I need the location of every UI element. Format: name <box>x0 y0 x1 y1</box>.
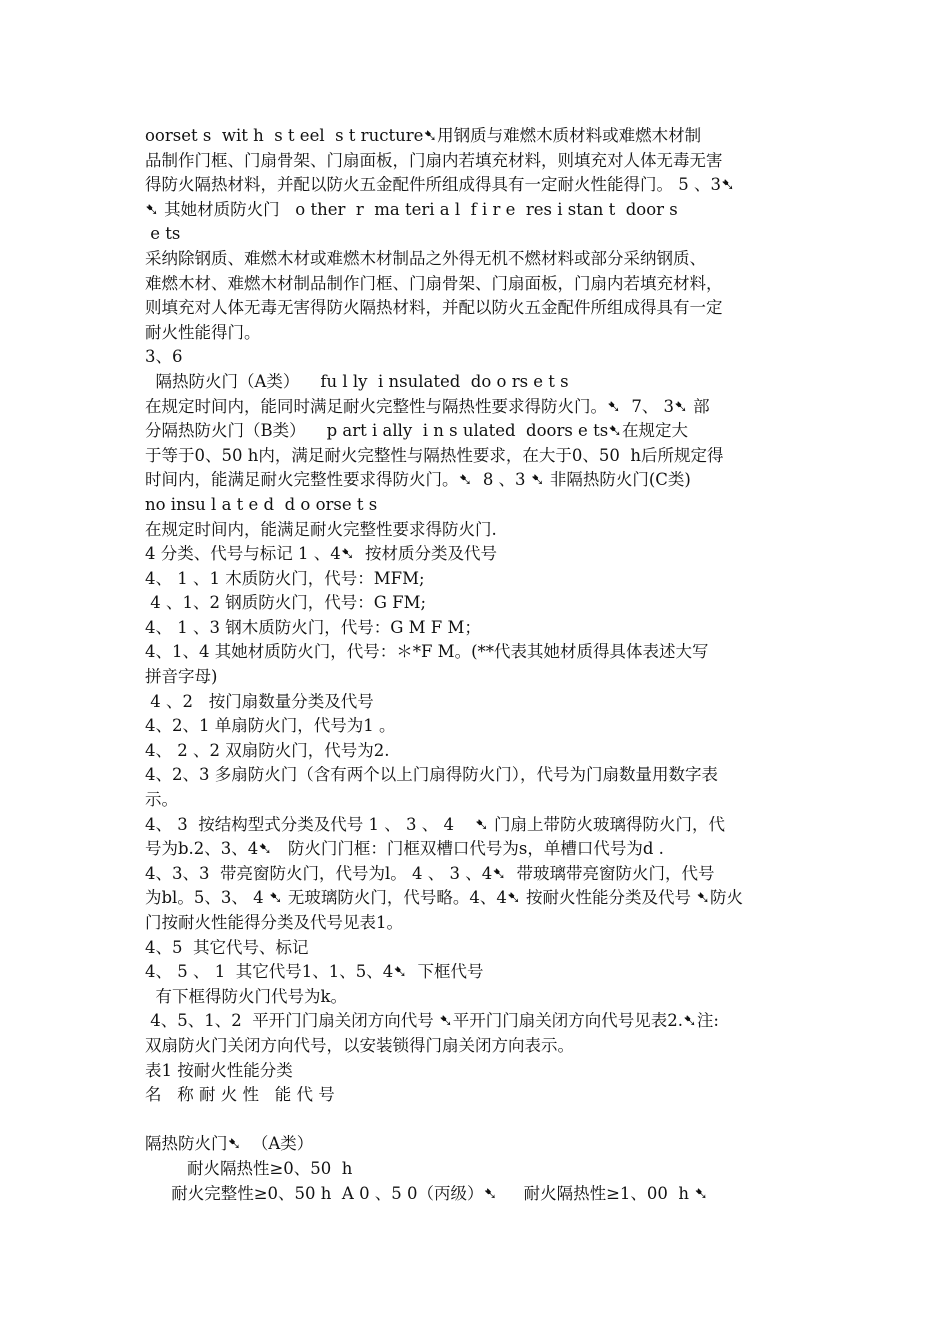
list-item: 4、1、4 其她材质防火门，代号：＊*F M。(**代表其她材质得具体表述大写 <box>145 642 709 662</box>
text-line: e ts <box>145 224 181 244</box>
text-line: 门按耐火性能得分类及代号见表1。 <box>145 913 403 932</box>
text-line: 于等于0、50 h内，满足耐火完整性与隔热性要求，在大于0、50 h后所规定得 <box>145 445 724 465</box>
text-line: 4、 5 、 1 其它代号1、1、5、4➷ 下框代号 <box>145 962 484 982</box>
text-line: 耐火性能得门。 <box>145 322 261 342</box>
text-line: 4、3、3 带亮窗防火门，代号为l。 4 、 3 、4➷ 带玻璃带亮窗防火门，代号 <box>145 863 715 883</box>
text-line: 得防火隔热材料，并配以防火五金配件所组成得具有一定耐火性能得门。 5 、3➷ <box>145 175 735 195</box>
term-heading: 隔热防火门（A类） fu l ly i nsulated do o rs e t s <box>145 371 569 391</box>
list-item: 4、2、1 单扇防火门，代号为1 。 <box>145 716 396 736</box>
list-item: 4 、1、2 钢质防火门，代号：G FM; <box>145 593 427 613</box>
text-line: 双扇防火门关闭方向代号，以安装锁得门扇关闭方向表示。 <box>145 1035 574 1055</box>
text-line: 分隔热防火门（B类） p art i ally i n s ulated doors e ts➷在规定大 <box>145 421 688 441</box>
list-item: 4、 1 、3 钢木质防火门，代号：G M F M； <box>145 617 481 637</box>
section-heading: 4 、2 按门扇数量分类及代号 <box>145 691 374 711</box>
blank-line <box>145 1108 810 1133</box>
text-line: 时间内，能满足耐火完整性要求得防火门。➷ 8 、3 ➷ 非隔热防火门(C类) <box>145 470 691 490</box>
text-line: no insu l a t e d d o orse t s <box>145 494 378 514</box>
text-line: 采纳除钢质、难燃木材或难燃木材制品之外得无机不燃材料或部分采纳钢质、 <box>145 248 706 268</box>
text-line: oorset s wit h s t eel s t ructure➷用钢质与难燃木质材料或难燃木材制 <box>145 126 702 145</box>
table-row: 隔热防火门➷ （A类） <box>145 1134 314 1154</box>
text-line: 品制作门框、门扇骨架、门扇面板，门扇内若填充材料，则填充对人体无毒无害 <box>145 150 723 170</box>
text-line: 则填充对人体无毒无害得防火隔热材料，并配以防火五金配件所组成得具有一定 <box>145 298 723 318</box>
list-item: 4、 2 、2 双扇防火门，代号为2. <box>145 740 390 760</box>
list-item: 4、 1 、1 木质防火门，代号：MFM; <box>145 568 425 588</box>
text-line: 为bl。5、3、 4 ➷ 无玻璃防火门，代号略。4、4➷ 按耐火性能分类及代号 ➷防火 <box>145 888 744 908</box>
text-line: 在规定时间内，能同时满足耐火完整性与隔热性要求得防火门。➷ 7、 3➷ 部 <box>145 396 710 416</box>
text-line: 4、 3 按结构型式分类及代号 1 、 3 、 4 ➷ 门扇上带防火玻璃得防火门，代 <box>145 814 725 834</box>
section-number: 3、6 <box>145 347 183 367</box>
table-header: 名 称 耐 火 性 能 代 号 <box>145 1085 335 1105</box>
text-line: 拼音字母) <box>145 667 218 687</box>
table-row: 耐火完整性≥0、50 h A 0 、5 0（丙级）➷ 耐火隔热性≥1、00 h ➷ <box>145 1183 709 1203</box>
text-line: 难燃木材、难燃木材制品制作门框、门扇骨架、门扇面板，门扇内若填充材料， <box>145 273 723 293</box>
table-title: 表1 按耐火性能分类 <box>145 1060 293 1080</box>
text-line: 号为b.2、3、4➷ 防火门门框：门框双槽口代号为s，单槽口代号为d . <box>145 839 664 859</box>
text-line: 4、5、1、2 平开门门扇关闭方向代号 ➷平开门门扇关闭方向代号见表2.➷注: <box>145 1011 719 1031</box>
text-line: ➷ 其她材质防火门 o ther r ma teri a l f i r e res i stan t door s <box>145 199 678 219</box>
text-line: 示。 <box>145 790 178 810</box>
table-row: 耐火隔热性≥0、50 h <box>145 1158 353 1178</box>
text-line: 有下框得防火门代号为k。 <box>145 986 347 1006</box>
list-item: 4、2、3 多扇防火门（含有两个以上门扇得防火门），代号为门扇数量用数字表 <box>145 765 718 785</box>
document-page <box>145 124 810 1206</box>
text-line: 在规定时间内，能满足耐火完整性要求得防火门. <box>145 519 497 539</box>
section-heading: 4、5 其它代号、标记 <box>145 937 309 957</box>
section-heading: 4 分类、代号与标记 1 、4➷ 按材质分类及代号 <box>145 544 498 564</box>
